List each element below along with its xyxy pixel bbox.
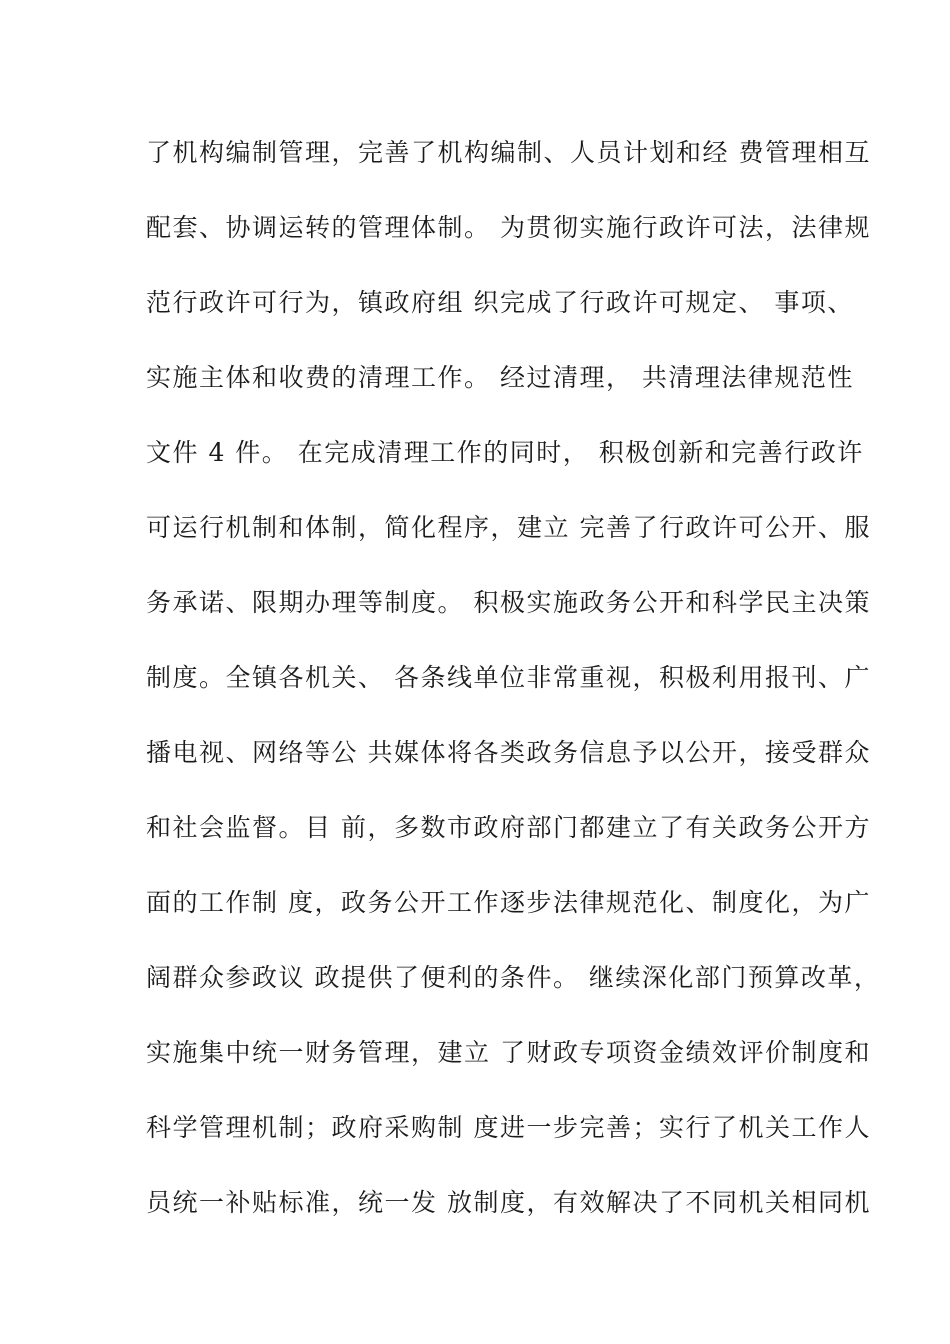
text-line: 实施集中统一财务管理，建立 了财政专项资金绩效评价制度和 [146,1038,871,1067]
text-line: 播电视、网络等公 共媒体将各类政务信息予以公开，接受群众 [146,738,871,767]
text-line: 了机构编制管理，完善了机构编制、人员计划和经 费管理相互 [146,138,871,167]
text-line: 制度。全镇各机关、 各条线单位非常重视，积极利用报刊、广 [146,663,871,692]
text-line: 员统一补贴标准，统一发 放制度，有效解决了不同机关相同机 [146,1188,871,1217]
text-line: 务承诺、限期办理等制度。 积极实施政务公开和科学民主决策 [146,588,871,617]
text-line: 阔群众参政议 政提供了便利的条件。 继续深化部门预算改革， [146,963,881,992]
text-line: 配套、协调运转的管理体制。 为贯彻实施行政许可法，法律规 [146,213,871,242]
text-line: 实施主体和收费的清理工作。 经过清理， 共清理法律规范性 [146,363,854,392]
text-line: 面的工作制 度，政务公开工作逐步法律规范化、制度化，为广 [146,888,871,917]
text-line: 范行政许可行为，镇政府组 织完成了行政许可规定、 事项、 [146,288,854,317]
text-line: 和社会监督。目 前，多数市政府部门都建立了有关政务公开方 [146,813,871,842]
text-line: 文件 4 件。 在完成清理工作的同时， 积极创新和完善行政许 [146,438,864,467]
body-text [146,127,881,1252]
text-line: 可运行机制和体制，简化程序，建立 完善了行政许可公开、服 [146,513,871,542]
text-line: 科学管理机制；政府采购制 度进一步完善；实行了机关工作人 [146,1113,871,1142]
